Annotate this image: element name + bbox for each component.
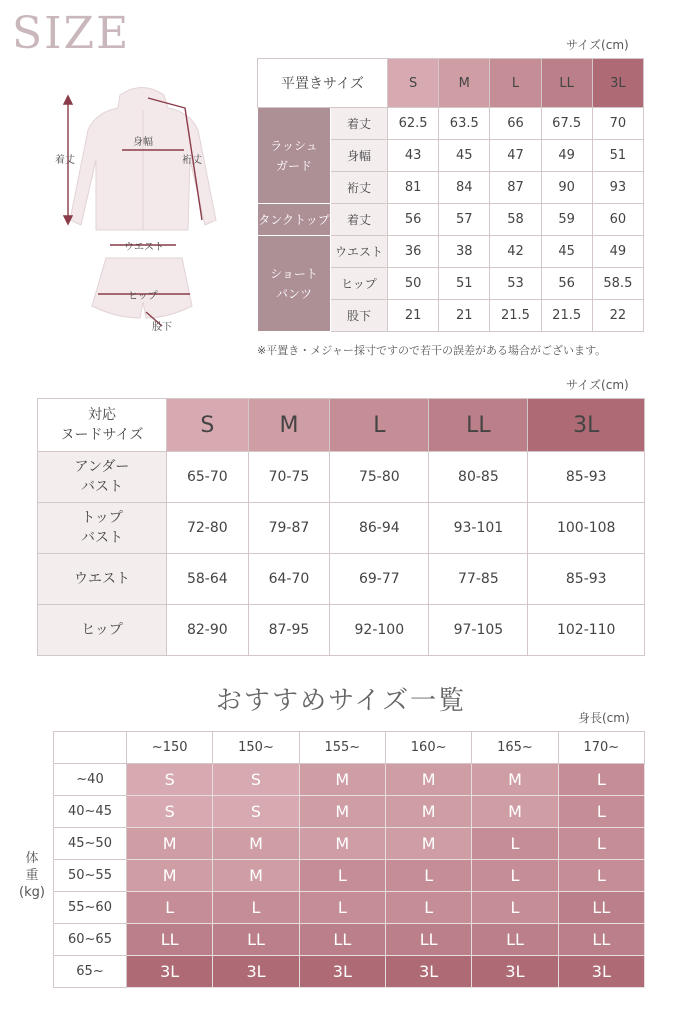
cell-value: 92-100 bbox=[330, 605, 429, 656]
group-label: ショート パンツ bbox=[258, 236, 331, 332]
cell-value: 85-93 bbox=[528, 452, 645, 503]
size-cell: L bbox=[385, 860, 471, 892]
recommend-size-table bbox=[53, 731, 645, 988]
recommend-title: おすすめサイズ一覧 bbox=[215, 686, 467, 716]
size-cell: 3L bbox=[558, 956, 644, 988]
weight-header: 40~45 bbox=[54, 796, 127, 828]
weight-header: 45~50 bbox=[54, 828, 127, 860]
length-label: 着丈 bbox=[55, 155, 75, 166]
cell-value: 57 bbox=[439, 204, 490, 236]
size-cell: L bbox=[299, 892, 385, 924]
table-row bbox=[54, 764, 645, 796]
size-cell: M bbox=[127, 828, 213, 860]
cell-value: 59 bbox=[541, 204, 592, 236]
size-cell: M bbox=[299, 764, 385, 796]
table-row bbox=[258, 108, 644, 140]
size-cell: L bbox=[558, 764, 644, 796]
measure-label: 着丈 bbox=[331, 108, 388, 140]
cell-value: 51 bbox=[439, 268, 490, 300]
size-cell: 3L bbox=[213, 956, 299, 988]
corner-cell bbox=[54, 732, 127, 764]
table-row bbox=[54, 828, 645, 860]
table-row bbox=[38, 503, 645, 554]
weight-header: 50~55 bbox=[54, 860, 127, 892]
height-unit: 身長(cm) bbox=[578, 711, 630, 725]
garment-size-table bbox=[257, 58, 644, 332]
cell-value: 85-93 bbox=[528, 554, 645, 605]
header-label: 対応 ヌードサイズ bbox=[38, 399, 167, 452]
cell-value: 50 bbox=[388, 268, 439, 300]
size-cell: S bbox=[127, 796, 213, 828]
size-cell: L bbox=[385, 892, 471, 924]
height-header: 160~ bbox=[385, 732, 471, 764]
measure-label: 着丈 bbox=[331, 204, 388, 236]
weight-label: 体 重 (kg) bbox=[19, 851, 45, 900]
cell-value: 65-70 bbox=[167, 452, 249, 503]
size-cell: L bbox=[558, 796, 644, 828]
height-header: 165~ bbox=[472, 732, 558, 764]
cell-value: 64-70 bbox=[248, 554, 330, 605]
cell-value: 82-90 bbox=[167, 605, 249, 656]
table-row bbox=[54, 956, 645, 988]
cell-value: 100-108 bbox=[528, 503, 645, 554]
garment-diagram bbox=[40, 80, 230, 350]
size-cell: M bbox=[385, 796, 471, 828]
cell-value: 66 bbox=[490, 108, 541, 140]
measure-label: 身幅 bbox=[331, 140, 388, 172]
table-row bbox=[54, 796, 645, 828]
cell-value: 70-75 bbox=[248, 452, 330, 503]
page-title: SIZE bbox=[12, 8, 131, 59]
height-header: 150~ bbox=[213, 732, 299, 764]
garment-unit: サイズ(cm) bbox=[566, 38, 629, 52]
size-cell: S bbox=[213, 764, 299, 796]
size-cell: M bbox=[213, 828, 299, 860]
inseam-label: 股下 bbox=[152, 322, 172, 333]
cell-value: 51 bbox=[592, 140, 643, 172]
table-row bbox=[54, 924, 645, 956]
size-cell: M bbox=[127, 860, 213, 892]
weight-header: 60~65 bbox=[54, 924, 127, 956]
size-cell: M bbox=[213, 860, 299, 892]
table-row bbox=[38, 452, 645, 503]
size-header-l: L bbox=[330, 399, 429, 452]
waist-label: ウエスト bbox=[124, 242, 164, 253]
cell-value: 79-87 bbox=[248, 503, 330, 554]
cell-value: 53 bbox=[490, 268, 541, 300]
cell-value: 60 bbox=[592, 204, 643, 236]
cell-value: 77-85 bbox=[429, 554, 528, 605]
cell-value: 58 bbox=[490, 204, 541, 236]
cell-value: 87 bbox=[490, 172, 541, 204]
height-header: 170~ bbox=[558, 732, 644, 764]
group-label: タンクトップ bbox=[258, 204, 331, 236]
cell-value: 49 bbox=[592, 236, 643, 268]
size-cell: LL bbox=[472, 924, 558, 956]
cell-value: 67.5 bbox=[541, 108, 592, 140]
cell-value: 36 bbox=[388, 236, 439, 268]
cell-value: 22 bbox=[592, 300, 643, 332]
size-cell: LL bbox=[127, 924, 213, 956]
table-row bbox=[38, 605, 645, 656]
size-cell: L bbox=[299, 860, 385, 892]
size-header-m: M bbox=[248, 399, 330, 452]
cell-value: 62.5 bbox=[388, 108, 439, 140]
table-row bbox=[54, 860, 645, 892]
size-header-ll: LL bbox=[429, 399, 528, 452]
group-label: ラッシュ ガード bbox=[258, 108, 331, 204]
size-cell: LL bbox=[385, 924, 471, 956]
cell-value: 21 bbox=[388, 300, 439, 332]
measure-label: 股下 bbox=[331, 300, 388, 332]
size-cell: M bbox=[299, 828, 385, 860]
cell-value: 87-95 bbox=[248, 605, 330, 656]
size-cell: LL bbox=[558, 924, 644, 956]
size-header-ll: LL bbox=[541, 59, 592, 108]
row-label: アンダー バスト bbox=[38, 452, 167, 503]
size-cell: L bbox=[472, 828, 558, 860]
cell-value: 70 bbox=[592, 108, 643, 140]
measure-label: ヒップ bbox=[331, 268, 388, 300]
size-cell: M bbox=[385, 764, 471, 796]
table-row bbox=[38, 554, 645, 605]
size-cell: M bbox=[299, 796, 385, 828]
cell-value: 47 bbox=[490, 140, 541, 172]
cell-value: 93-101 bbox=[429, 503, 528, 554]
weight-header: 65~ bbox=[54, 956, 127, 988]
cell-value: 45 bbox=[541, 236, 592, 268]
cell-value: 58.5 bbox=[592, 268, 643, 300]
size-header-l: L bbox=[490, 59, 541, 108]
table-row bbox=[258, 236, 644, 268]
size-header-m: M bbox=[439, 59, 490, 108]
size-cell: 3L bbox=[472, 956, 558, 988]
size-header-s: S bbox=[388, 59, 439, 108]
size-cell: LL bbox=[299, 924, 385, 956]
size-cell: L bbox=[472, 860, 558, 892]
table-row bbox=[54, 892, 645, 924]
cell-value: 56 bbox=[541, 268, 592, 300]
cell-value: 38 bbox=[439, 236, 490, 268]
measure-label: 裄丈 bbox=[331, 172, 388, 204]
row-label: ウエスト bbox=[38, 554, 167, 605]
header-label: 平置きサイズ bbox=[258, 59, 388, 108]
cell-value: 84 bbox=[439, 172, 490, 204]
cell-value: 45 bbox=[439, 140, 490, 172]
hip-label: ヒップ bbox=[128, 291, 158, 302]
size-cell: L bbox=[558, 860, 644, 892]
cell-value: 90 bbox=[541, 172, 592, 204]
cell-value: 102-110 bbox=[528, 605, 645, 656]
size-header-3l: 3L bbox=[592, 59, 643, 108]
size-cell: M bbox=[472, 764, 558, 796]
size-cell: M bbox=[472, 796, 558, 828]
cell-value: 80-85 bbox=[429, 452, 528, 503]
table-row bbox=[258, 204, 644, 236]
cell-value: 43 bbox=[388, 140, 439, 172]
cell-value: 21 bbox=[439, 300, 490, 332]
measurement-note: ※平置き・メジャー採寸ですので若干の誤差がある場合がございます。 bbox=[257, 344, 607, 357]
nude-unit: サイズ(cm) bbox=[566, 378, 629, 392]
cell-value: 56 bbox=[388, 204, 439, 236]
cell-value: 81 bbox=[388, 172, 439, 204]
size-cell: L bbox=[127, 892, 213, 924]
width-label: 身幅 bbox=[133, 137, 153, 148]
size-cell: M bbox=[385, 828, 471, 860]
size-cell: LL bbox=[213, 924, 299, 956]
cell-value: 42 bbox=[490, 236, 541, 268]
sleeve-label: 裄丈 bbox=[182, 155, 202, 166]
size-cell: S bbox=[127, 764, 213, 796]
cell-value: 75-80 bbox=[330, 452, 429, 503]
size-cell: 3L bbox=[127, 956, 213, 988]
nude-size-table bbox=[37, 398, 645, 656]
cell-value: 63.5 bbox=[439, 108, 490, 140]
row-label: トップ バスト bbox=[38, 503, 167, 554]
measure-label: ウエスト bbox=[331, 236, 388, 268]
cell-value: 86-94 bbox=[330, 503, 429, 554]
cell-value: 72-80 bbox=[167, 503, 249, 554]
cell-value: 58-64 bbox=[167, 554, 249, 605]
size-cell: LL bbox=[558, 892, 644, 924]
cell-value: 93 bbox=[592, 172, 643, 204]
size-header-3l: 3L bbox=[528, 399, 645, 452]
size-cell: L bbox=[213, 892, 299, 924]
size-cell: 3L bbox=[299, 956, 385, 988]
size-cell: S bbox=[213, 796, 299, 828]
height-header: ~150 bbox=[127, 732, 213, 764]
cell-value: 97-105 bbox=[429, 605, 528, 656]
size-cell: L bbox=[472, 892, 558, 924]
weight-header: 55~60 bbox=[54, 892, 127, 924]
cell-value: 69-77 bbox=[330, 554, 429, 605]
size-cell: 3L bbox=[385, 956, 471, 988]
size-header-s: S bbox=[167, 399, 249, 452]
cell-value: 49 bbox=[541, 140, 592, 172]
size-cell: L bbox=[558, 828, 644, 860]
height-header: 155~ bbox=[299, 732, 385, 764]
weight-header: ~40 bbox=[54, 764, 127, 796]
row-label: ヒップ bbox=[38, 605, 167, 656]
cell-value: 21.5 bbox=[490, 300, 541, 332]
cell-value: 21.5 bbox=[541, 300, 592, 332]
